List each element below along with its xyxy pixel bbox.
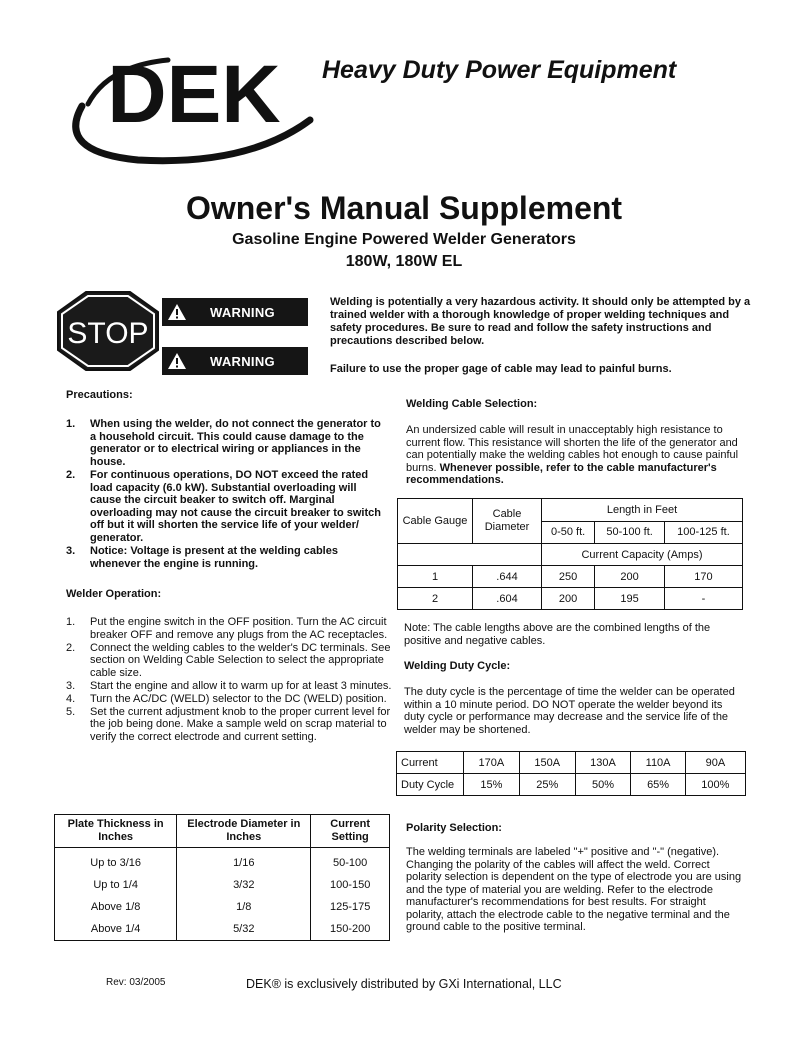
warning-triangle-icon [162,347,192,375]
table-row [397,752,746,774]
item-number: 3. [66,545,76,557]
polarity-heading: Polarity Selection: [406,822,502,834]
table-header: Current Capacity (Amps) [542,544,743,566]
table-header: Length in Feet [542,499,743,522]
distributor-note: DEK® is exclusively distributed by GXi International, LLC [246,977,562,991]
table-header: Cable Gauge [398,499,473,544]
item-text: Put the engine switch in the OFF position. Turn the AC circuit breaker OFF and remove any plugs from the AC receptacles. [90,616,388,641]
table-row [55,848,390,875]
welder-operation-heading: Welder Operation: [66,588,162,600]
table-cell: 110A [631,752,685,774]
list-item [66,616,392,641]
table-header: 0-50 ft. [542,521,595,544]
table-cell: 1/8 [177,896,311,918]
table-cell: 100-150 [311,874,390,896]
table-cell: 150A [519,752,575,774]
table-cell: 200 [595,566,665,588]
list-item [66,693,392,706]
stop-sign-icon [56,290,160,372]
tagline: Heavy Duty Power Equipment [322,56,677,84]
precautions-list [66,418,388,571]
stop-sign-text: STOP [67,317,149,350]
table-header-row [55,815,390,848]
list-item [66,642,392,680]
duty-cycle-heading: Welding Duty Cycle: [404,660,511,672]
item-number: 1. [66,616,76,628]
table-cell: 5/32 [177,918,311,941]
warning-triangle-icon [162,298,192,326]
table-header: 100-125 ft. [664,521,742,544]
table-cell: 125-175 [311,896,390,918]
cable-selection-paragraph [406,424,746,487]
item-text: Notice: Voltage is present at the welding cables whenever the engine is running. [90,545,338,570]
warning-box [162,298,308,326]
list-item [66,469,388,544]
logo-text: DEK [107,49,281,140]
table-header-row [398,544,743,566]
table-cell: 130A [575,752,631,774]
page-title: Owner's Manual Supplement [185,190,623,226]
item-text: When using the welder, do not connect the generator to a household circuit. This could cause damage to the generator or to electrical wiring or appliances in the house. [90,418,381,468]
table-header-row [398,499,743,522]
row-label: Current [397,752,464,774]
precautions-heading: Precautions: [66,389,133,401]
model-numbers: 180W, 180W EL [345,253,463,270]
table-cell: 170 [664,566,742,588]
revision-date: Rev: 03/2005 [106,977,166,988]
table-cell: Up to 3/16 [55,848,177,875]
table-cell: Up to 1/4 [55,874,177,896]
table-cell: 1/16 [177,848,311,875]
table-header: Cable Diameter [473,499,542,544]
table-cell: 25% [519,774,575,796]
polarity-paragraph: The welding terminals are labeled "+" positive and "-" (negative). Changing the polarity of the cables will affect the weld. Correct polarity selection is dependent on the type of electrode you are using and the type of material you are welding. Refer to the electrode manufacturer's recommendations for best results. For straight polarity, attach the electrode cable to the negative terminal and the ground cable to the positive terminal. [406,846,742,933]
duty-cycle-table [396,751,746,796]
warning-label: WARNING [210,304,275,320]
table-cell: 250 [542,566,595,588]
table-cell: - [664,588,742,610]
item-number: 3. [66,679,76,692]
table-cell: 2 [398,588,473,610]
table-cell: 1 [398,566,473,588]
table-cell: 65% [631,774,685,796]
warning-box [162,347,308,375]
table-row [55,896,390,918]
list-item [66,706,392,744]
table-cell: 170A [464,752,520,774]
welder-operation-list [66,616,392,744]
table-row [398,588,743,610]
cable-para-text: An undersized cable will result in unacceptably high resistance to current flow. This resistance will shorten the life of the generator and can potentially make the welding cables hot enough to cause painful burns. [406,424,739,474]
table-cell: 15% [464,774,520,796]
table-row [397,774,746,796]
table-cell: 100% [685,774,745,796]
cable-capacity-table [397,498,743,610]
table-header: Plate Thickness in Inches [55,815,177,848]
table-cell: Above 1/4 [55,918,177,941]
item-text: For continuous operations, DO NOT exceed the rated load capacity (6.0 kW). Substantial overloading will cause the circuit beaker to switch off. Marginal overloading may not cause the circuit breaker to switch off but it will shorten the service life of your welder/ generator. [90,469,381,544]
table-cell: 200 [542,588,595,610]
item-number: 5. [66,705,76,718]
table-row [55,874,390,896]
list-item [66,545,388,570]
list-item [66,680,392,693]
item-text: Set the current adjustment knob to the proper current level for the job being done. Make a sample weld on scrap material to verify the correct electrode and current setting. [90,705,391,743]
table-row [55,918,390,941]
table-cell: 3/32 [177,874,311,896]
item-text: Connect the welding cables to the welder's DC terminals. See section on Welding Cable Selection to select the appropriate cable size. [90,641,391,679]
item-number: 1. [66,418,76,430]
warning-label: WARNING [210,353,275,369]
table-cell: .644 [473,566,542,588]
cable-selection-heading: Welding Cable Selection: [406,398,538,410]
table-cell: 90A [685,752,745,774]
dek-logo [48,40,328,170]
table-cell: 195 [595,588,665,610]
item-text: Start the engine and allow it to warm up for at least 3 minutes. [90,679,392,692]
item-number: 2. [66,469,76,481]
warning-paragraph: Welding is potentially a very hazardous activity. It should only be attempted by a trained welder with a thorough knowledge of proper welding techniques and safety procedures. Be sure to read and follow the safety instructions and precautions described below. [330,296,751,347]
table-row [398,566,743,588]
item-number: 4. [66,692,76,705]
table-cell: .604 [473,588,542,610]
table-cell: 50-100 [311,848,390,875]
electrode-settings-table [54,814,390,941]
item-number: 2. [66,641,76,654]
page-subtitle: Gasoline Engine Powered Welder Generators [232,231,576,248]
table-cell: 150-200 [311,918,390,941]
list-item [66,418,388,468]
table-cell: Above 1/8 [55,896,177,918]
table-header: Electrode Diameter in Inches [177,815,311,848]
cable-para-emphasis: Whenever possible, refer to the cable manufacturer's recommendations. [406,461,717,486]
table-header: Current Setting [311,815,390,848]
table-cell: 50% [575,774,631,796]
table-cell [398,544,542,566]
cable-gage-warning: Failure to use the proper gage of cable may lead to painful burns. [330,363,672,375]
duty-cycle-paragraph: The duty cycle is the percentage of time the welder can be operated within a 10 minute period. DO NOT operate the welder beyond its duty cycle or performance may decrease and the service life of the welder may be shortened. [404,686,735,736]
row-label: Duty Cycle [397,774,464,796]
cable-note: Note: The cable lengths above are the combined lengths of the positive and negative cables. [404,622,711,647]
table-header: 50-100 ft. [595,521,665,544]
item-text: Turn the AC/DC (WELD) selector to the DC (WELD) position. [90,692,387,705]
